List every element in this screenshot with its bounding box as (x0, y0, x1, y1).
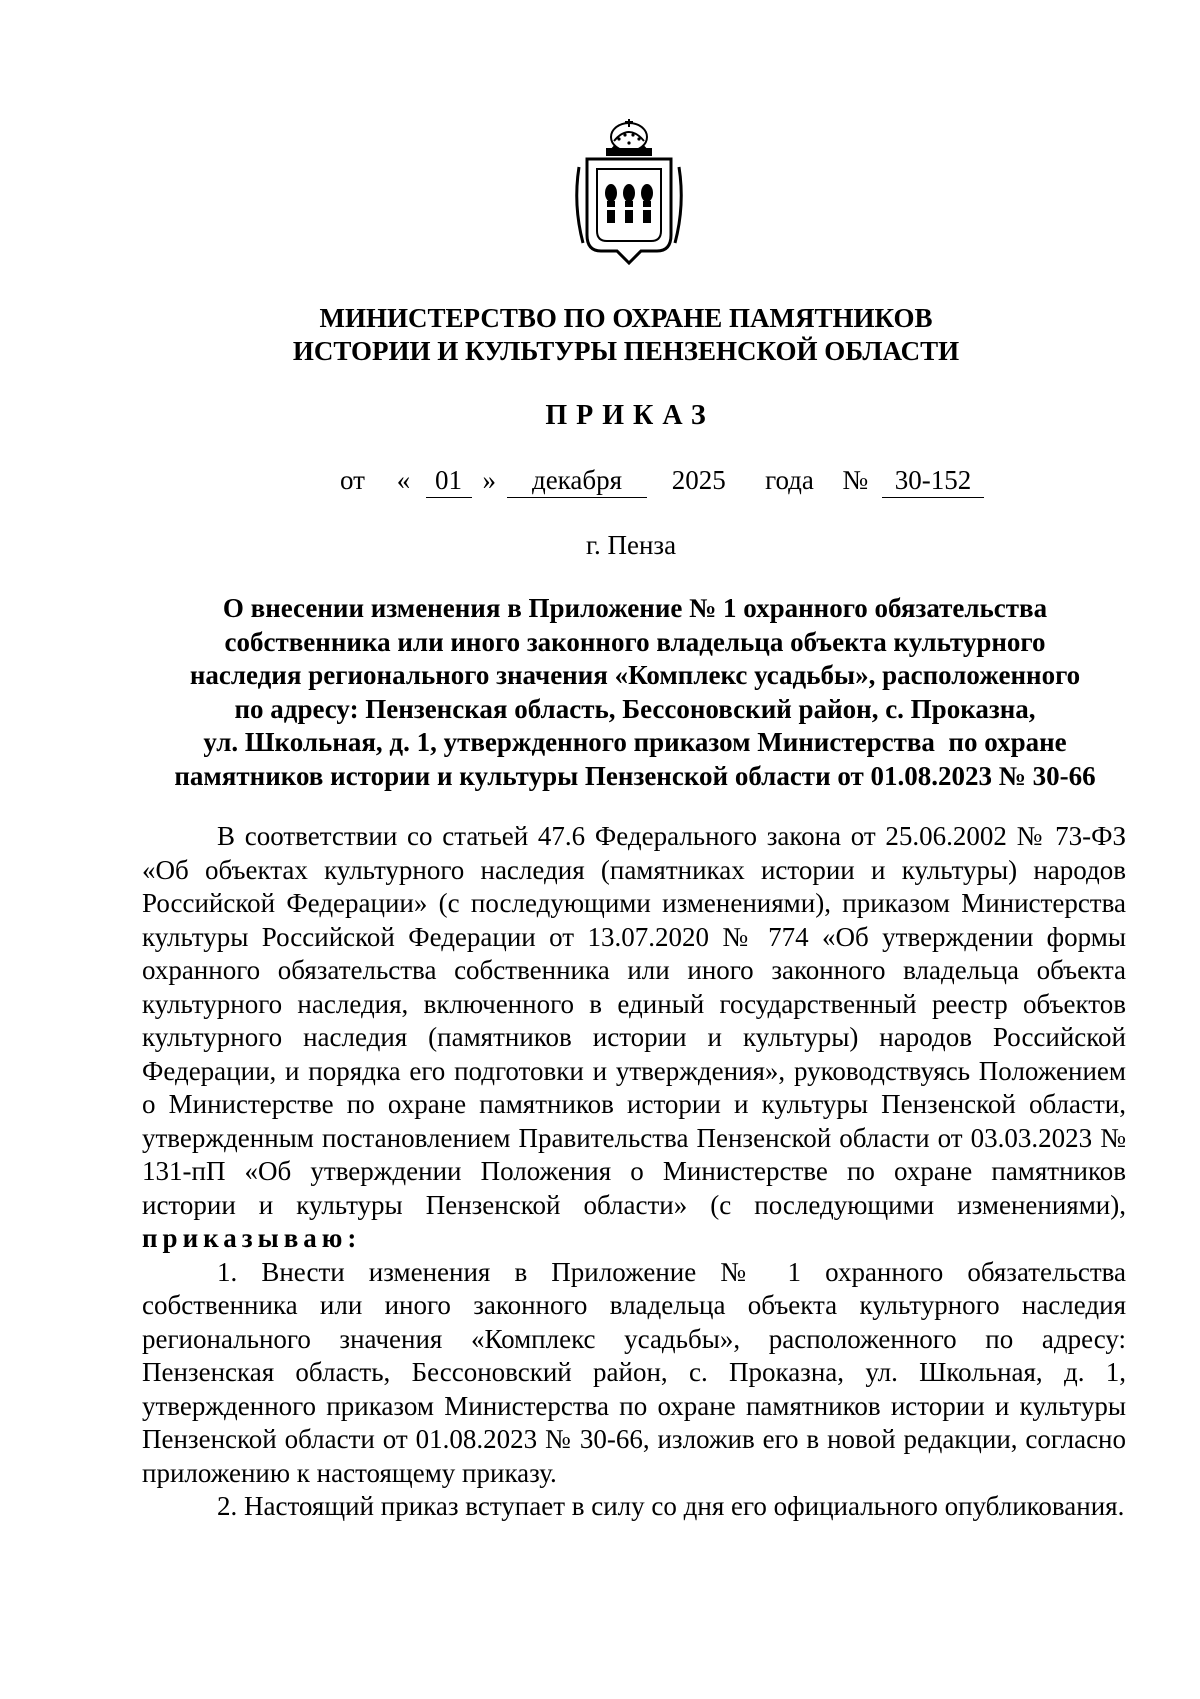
preamble-text: В соответствии со статьей 47.6 Федерального закона от 25.06.2002 № 73-ФЗ «Об объектах культурного наследия (памятниках истории и культуры) народов Российской Федерации» (с последующими изменениями), приказом Министерства культуры Российской Федерации от 13.07.2020 № 774 «Об утверждении формы охранного обязательства собственника или иного законного владельца объекта культурного наследия, включенного в единый государственный реестр объектов культурного наследия (памятников истории и культуры) народов Российской Федерации, и порядка его подготовки и утверждения», руководствуясь Положением о Министерстве по охране памятников истории и культуры Пензенской области, утвержденным постановлением Правительства Пензенской области от 03.03.2023 № 131-пП «Об утверждении Положения о Министерстве по охране памятников истории и культуры Пензенской области» (с последующими изменениями), (142, 821, 1126, 1220)
order-item-1: 1. Внести изменения в Приложение № 1 охранного обязательства собственника или иного законного владельца объекта культурного наследия регионального значения «Комплекс усадьбы», расположенного по адресу: Пензенская область, Бессоновский район, с. Проказна, ул. Школьная, д. 1, утвержденного приказом Министерства по охране памятников истории и культуры Пензенской области от 01.08.2023 № 30-66, изложив его в новой редакции, согласно приложению к настоящему приказу. (142, 1256, 1126, 1488)
ministry-line-1: МИНИСТЕРСТВО ПО ОХРАНЕ ПАМЯТНИКОВ (319, 303, 933, 333)
order-word: приказываю: (142, 1223, 362, 1253)
order-subject (140, 592, 1130, 793)
order-month: декабря (507, 463, 647, 498)
subject-line-5: ул. Школьная, д. 1, утвержденного приказом Министерства по охране (203, 727, 1067, 757)
subject-line-6: памятников истории и культуры Пензенской области от 01.08.2023 № 30-66 (174, 760, 1096, 791)
city: г. Пенза (585, 530, 677, 560)
ministry-name (52, 302, 1200, 368)
ministry-line-2: ИСТОРИИ И КУЛЬТУРЫ ПЕНЗЕНСКОЙ ОБЛАСТИ (292, 336, 960, 366)
order-item-2: 2. Настоящий приказ вступает в силу со дня его официального опубликования. (217, 1491, 1125, 1521)
order-year: 2025 (671, 465, 726, 495)
order-body (142, 820, 1126, 1524)
subject-line-4: по адресу: Пензенская область, Бессоновский район, с. Проказна, (234, 693, 1036, 724)
order-day: 01 (426, 463, 472, 498)
quote-open: « (396, 465, 411, 495)
subject-line-1: О внесении изменения в Приложение № 1 охранного обязательства (222, 593, 1048, 623)
order-date-line (340, 463, 984, 498)
document-type: ПРИКАЗ (545, 400, 715, 431)
from-label: от (340, 465, 365, 495)
coat-of-arms-icon (569, 115, 689, 265)
preamble-paragraph (142, 820, 1126, 1256)
subject-line-2: собственника или иного законного владельца объекта культурного (224, 626, 1046, 657)
order-number: 30-152 (882, 463, 984, 498)
quote-close: » (482, 465, 496, 495)
number-label: № (842, 465, 869, 495)
subject-line-3: наследия регионального значения «Комплекс усадьбы», расположенного (189, 660, 1081, 690)
year-label: года (765, 465, 814, 495)
